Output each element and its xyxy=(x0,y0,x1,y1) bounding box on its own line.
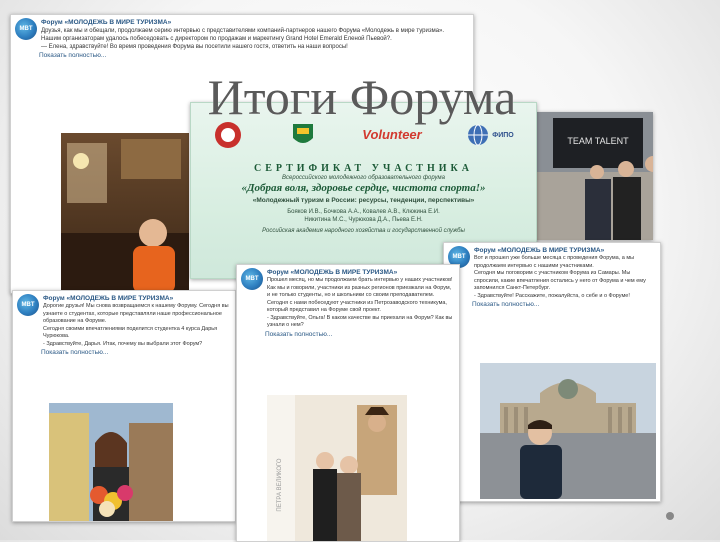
group-avatar[interactable]: MBT xyxy=(241,268,263,290)
post-text: Друзья, как мы и обещали, продолжаем серию интервью с представителями компаний-партнеров нашего Форума «Молодежь в мире туризма». Нашим организаторам удалось побеседовать с директором по продажам и маркетингу Grand Hotel Emerald Еленой Пьевой?. — Елена, здравствуйте! Во время проведения Форума вы посетили нашего гостя, ответить на наши вопросы! xyxy=(41,28,445,50)
cert-slogan: «Добрая воля, здоровье сердце, чистота спорта!» xyxy=(241,182,486,194)
post-card-bottom-mid xyxy=(236,264,460,542)
show-more-link[interactable]: Показать полностью... xyxy=(41,349,109,356)
group-avatar[interactable]: MBT xyxy=(15,18,37,40)
board-text: TEAM TALENT xyxy=(567,136,629,146)
cert-footer-line: Российская академия народного хозяйства и государственной службы xyxy=(262,228,465,234)
post-photo xyxy=(61,133,189,293)
post-card-bottom-right xyxy=(443,242,661,502)
group-avatar[interactable]: MBT xyxy=(448,246,470,268)
forum-title-link[interactable]: Форум «МОЛОДЕЖЬ В МИРЕ ТУРИЗМА» xyxy=(41,19,172,26)
post-photo xyxy=(49,403,173,521)
forum-title-link[interactable]: Форум «МОЛОДЕЖЬ В МИРЕ ТУРИЗМА» xyxy=(267,269,398,276)
forum-title-link[interactable]: Форум «МОЛОДЕЖЬ В МИРЕ ТУРИЗМА» xyxy=(474,247,605,254)
post-card-bottom-left xyxy=(12,290,236,522)
cert-theme-line: «Молодежный туризм в России: ресурсы, тенденции, перспективы» xyxy=(252,197,475,204)
post-text: Дорогие друзья! Мы снова возвращаемся к нашему Форуму. Сегодня вы узнаете о студентах, которые представляли наше профессиональное образование на Форуме. Сегодня своими впечатлениями поделится студентка 4 курса Дарья Чурюкова. - Здравствуйте, Дарья. Итак, почему вы выбрали этот Форум? xyxy=(43,303,229,347)
post-text: Вот и прошел уже больше месяца с проведения Форума, а мы продолжаем интервью с нашими участниками. Сегодня мы поговорим с участником Форума из Самары. Мы спросили, какие впечатления остались у него от Форума и чем ему запомнился Санкт-Петербург. - Здравствуйте! Расскажите, пожалуйста, о себе и о Форуме! xyxy=(474,255,646,299)
cert-names-1: Бояков И.В., Бочкова А.А., Ковалев А.В., Клюкина Е.И. xyxy=(287,209,440,215)
forum-title-link[interactable]: Форум «МОЛОДЕЖЬ В МИРЕ ТУРИЗМА» xyxy=(43,295,174,302)
stamp-text: ПЕТРА ВЕЛИКОГО xyxy=(277,458,283,512)
show-more-link[interactable]: Показать полностью... xyxy=(39,52,107,59)
slide-dot xyxy=(666,512,674,520)
slide-title: Итоги Форума xyxy=(207,69,517,125)
volunteer-logo: Volunteer xyxy=(362,127,422,142)
post-photo xyxy=(267,395,407,541)
cert-event-line: Всероссийского молодежного образовательного форума xyxy=(282,175,445,181)
show-more-link[interactable]: Показать полностью... xyxy=(265,330,333,338)
post-text: Прошел месяц, но мы продолжаем брать интервью у наших участников! Как мы и говорили, участники из разных регионов приезжали на Форум, и не только студенты, но и школьники со своим преподавателем. Сегодня с нами побеседуют участники из Петрозаводского техникума, который представил на Форуме свой проект. - Здравствуйте, Ольга! В каком качестве вы приехали на Форум? Как вы узнали о нем? xyxy=(267,277,453,328)
cert-names-2: Никитина М.С., Чурюкова Д.А., Пьева Е.Н. xyxy=(304,217,423,223)
group-avatar[interactable]: MBT xyxy=(17,294,39,316)
fipo-logo: ФИПО xyxy=(466,123,513,147)
post-photo xyxy=(480,363,656,499)
cert-heading: СЕРТИФИКАТ УЧАСТНИКА xyxy=(253,163,474,174)
show-more-link[interactable]: Показать полностью... xyxy=(472,301,540,308)
